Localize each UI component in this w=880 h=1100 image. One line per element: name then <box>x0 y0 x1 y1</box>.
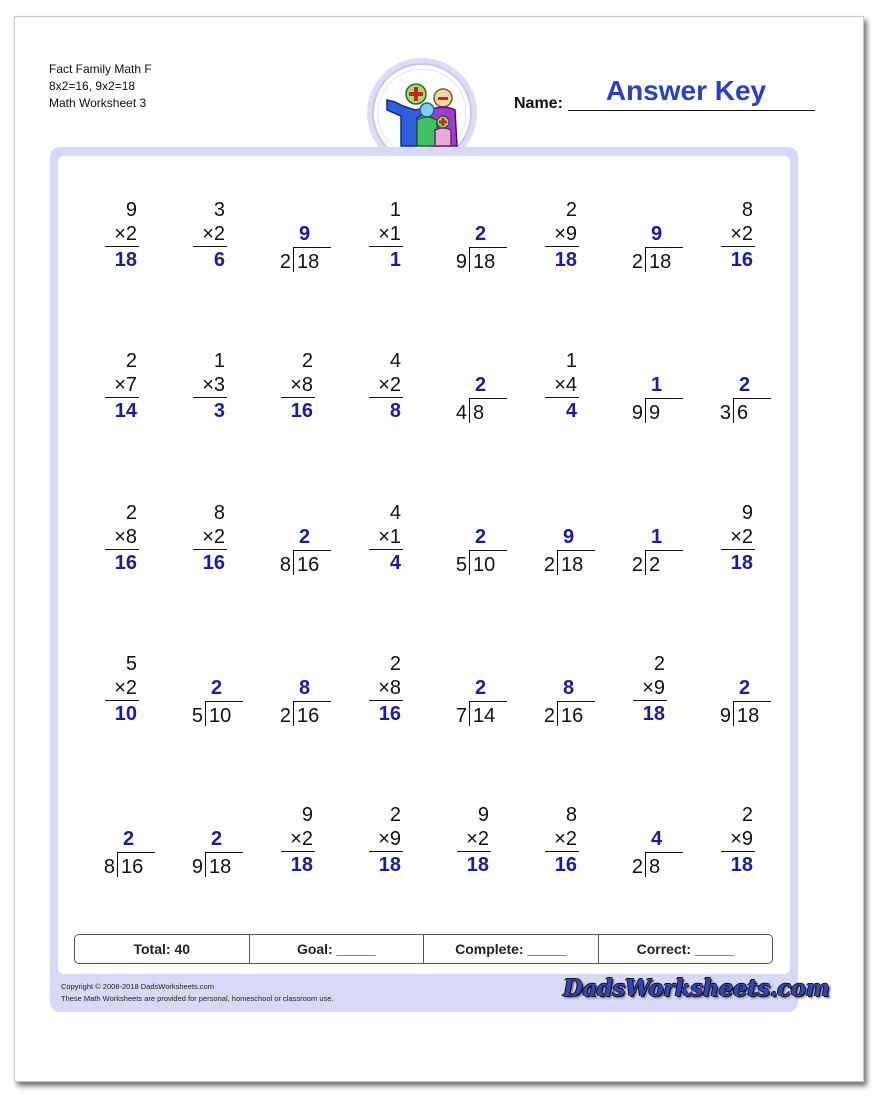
dividend: 16 <box>121 856 144 878</box>
answer-value: 18 <box>114 249 137 271</box>
answer-value: 18 <box>554 249 577 271</box>
answer-value: 16 <box>730 249 753 271</box>
divisor: 2 <box>279 251 291 273</box>
complete-cell: Complete: _____ <box>424 935 599 963</box>
answer-value: 2 <box>475 526 487 548</box>
answer-value: 9 <box>563 526 575 548</box>
divisor: 2 <box>631 554 643 576</box>
answer-value: 16 <box>202 552 225 574</box>
division-bar-top <box>469 247 507 248</box>
score-box <box>74 934 773 964</box>
factor-bottom: ×1 <box>378 526 401 548</box>
answer-value: 18 <box>642 703 665 725</box>
factor-top: 2 <box>125 350 137 372</box>
multiplication-problem <box>523 198 611 298</box>
divisor: 2 <box>279 705 291 727</box>
product-rule <box>105 700 139 701</box>
product-rule <box>369 700 403 701</box>
divisor: 7 <box>455 705 467 727</box>
divisor: 9 <box>719 705 731 727</box>
brand-logo: DadsWorksheets.com <box>563 975 830 1002</box>
answer-value: 8 <box>563 677 575 699</box>
divisor: 9 <box>191 856 203 878</box>
division-problem <box>435 198 523 298</box>
division-bar-side <box>293 702 294 726</box>
dividend: 18 <box>649 251 672 273</box>
division-bar-top <box>645 398 683 399</box>
dividend: 18 <box>737 705 760 727</box>
answer-value: 18 <box>378 854 401 876</box>
multiplication-problem <box>83 198 171 298</box>
division-bar-side <box>469 248 470 272</box>
problems-area <box>58 156 790 974</box>
factor-top: 1 <box>389 199 401 221</box>
answer-value: 4 <box>651 828 663 850</box>
answer-value: 18 <box>730 552 753 574</box>
answer-value: 2 <box>211 828 223 850</box>
answer-value: 16 <box>378 703 401 725</box>
factor-bottom: ×2 <box>290 828 313 850</box>
divisor: 8 <box>103 856 115 878</box>
division-problem <box>259 501 347 601</box>
multiplication-problem <box>435 803 523 903</box>
division-bar-top <box>645 852 683 853</box>
division-bar-top <box>645 247 683 248</box>
factor-bottom: ×3 <box>202 374 225 396</box>
division-bar-side <box>557 551 558 575</box>
factor-top: 8 <box>741 199 753 221</box>
product-rule <box>105 246 139 247</box>
product-rule <box>193 397 227 398</box>
division-problem <box>699 652 787 752</box>
product-rule <box>545 851 579 852</box>
factor-top: 3 <box>213 199 225 221</box>
division-problem <box>523 501 611 601</box>
factor-bottom: ×2 <box>730 526 753 548</box>
multiplication-problem <box>83 349 171 449</box>
dividend: 8 <box>649 856 661 878</box>
answer-value: 18 <box>730 854 753 876</box>
division-bar-top <box>205 852 243 853</box>
factor-bottom: ×9 <box>378 828 401 850</box>
answer-value: 1 <box>389 249 401 271</box>
product-rule <box>369 851 403 852</box>
multiplication-problem <box>523 349 611 449</box>
dividend: 10 <box>209 705 232 727</box>
goal-cell: Goal: _____ <box>250 935 425 963</box>
dividend: 18 <box>209 856 232 878</box>
division-bar-side <box>293 551 294 575</box>
answer-value: 4 <box>389 552 401 574</box>
dividend: 18 <box>561 554 584 576</box>
division-bar-top <box>469 398 507 399</box>
answer-value: 9 <box>299 223 311 245</box>
answer-value: 8 <box>389 400 401 422</box>
factor-bottom: ×9 <box>554 223 577 245</box>
factor-top: 2 <box>389 653 401 675</box>
multiplication-problem <box>347 803 435 903</box>
dividend: 6 <box>737 402 749 424</box>
worksheet-header <box>49 61 152 112</box>
product-rule <box>721 246 755 247</box>
dividend: 16 <box>561 705 584 727</box>
product-rule <box>457 851 491 852</box>
factor-bottom: ×8 <box>378 677 401 699</box>
division-problem <box>611 803 699 903</box>
division-bar-top <box>557 550 595 551</box>
multiplication-problem <box>83 652 171 752</box>
answer-key-title: Answer Key <box>605 75 767 106</box>
answer-value: 2 <box>475 223 487 245</box>
division-bar-top <box>293 247 331 248</box>
product-rule <box>545 246 579 247</box>
multiplication-problem <box>611 652 699 752</box>
factor-bottom: ×2 <box>466 828 489 850</box>
division-bar-side <box>733 399 734 423</box>
divisor: 2 <box>631 251 643 273</box>
divisor: 9 <box>631 402 643 424</box>
multiplication-problem <box>171 198 259 298</box>
answer-value: 4 <box>565 400 577 422</box>
product-rule <box>369 246 403 247</box>
multiplication-problem <box>347 652 435 752</box>
division-bar-side <box>645 551 646 575</box>
divisor: 8 <box>279 554 291 576</box>
answer-value: 9 <box>651 223 663 245</box>
division-bar-top <box>293 550 331 551</box>
answer-value: 1 <box>651 374 663 396</box>
dividend: 14 <box>473 705 496 727</box>
division-problem <box>435 349 523 449</box>
dividend: 8 <box>473 402 485 424</box>
factor-bottom: ×2 <box>554 828 577 850</box>
factor-bottom: ×2 <box>202 526 225 548</box>
division-problem <box>171 803 259 903</box>
answer-value: 1 <box>651 526 663 548</box>
product-rule <box>193 549 227 550</box>
answer-value: 16 <box>290 400 313 422</box>
factor-bottom: ×9 <box>730 828 753 850</box>
division-bar-side <box>205 853 206 877</box>
division-problem <box>611 349 699 449</box>
footer-text <box>61 981 334 1005</box>
divisor: 2 <box>543 554 555 576</box>
answer-value: 2 <box>739 677 751 699</box>
factor-bottom: ×2 <box>202 223 225 245</box>
division-problem <box>611 198 699 298</box>
factor-bottom: ×2 <box>730 223 753 245</box>
answer-value: 10 <box>114 703 137 725</box>
multiplication-problem <box>347 349 435 449</box>
division-bar-top <box>117 852 155 853</box>
factor-top: 2 <box>301 350 313 372</box>
division-bar-side <box>733 702 734 726</box>
factor-bottom: ×2 <box>114 677 137 699</box>
dividend: 16 <box>297 705 320 727</box>
multiplication-problem <box>83 501 171 601</box>
division-problem <box>523 652 611 752</box>
factor-bottom: ×2 <box>378 374 401 396</box>
worksheet-facts: 8x2=16, 9x2=18 <box>49 79 136 93</box>
factor-bottom: ×8 <box>290 374 313 396</box>
product-rule <box>105 397 139 398</box>
factor-bottom: ×2 <box>114 223 137 245</box>
division-bar-top <box>733 398 771 399</box>
multiplication-problem <box>171 349 259 449</box>
division-bar-top <box>293 701 331 702</box>
division-bar-side <box>469 399 470 423</box>
answer-value: 16 <box>114 552 137 574</box>
factor-bottom: ×7 <box>114 374 137 396</box>
answer-value: 3 <box>213 400 225 422</box>
factor-top: 4 <box>389 502 401 524</box>
multiplication-problem <box>523 803 611 903</box>
product-rule <box>545 397 579 398</box>
factor-top: 9 <box>301 804 313 826</box>
divisor: 9 <box>455 251 467 273</box>
worksheet-number: Math Worksheet 3 <box>49 96 147 110</box>
answer-value: 2 <box>299 526 311 548</box>
answer-value: 8 <box>299 677 311 699</box>
division-bar-side <box>117 853 118 877</box>
dividend: 18 <box>297 251 320 273</box>
division-bar-side <box>469 702 470 726</box>
division-problem <box>611 501 699 601</box>
product-rule <box>633 700 667 701</box>
answer-value: 18 <box>290 854 313 876</box>
divisor: 4 <box>455 402 467 424</box>
division-bar-top <box>557 701 595 702</box>
factor-top: 4 <box>389 350 401 372</box>
total-cell: Total: 40 <box>75 935 250 963</box>
dividend: 18 <box>473 251 496 273</box>
divisor: 2 <box>543 705 555 727</box>
factor-bottom: ×9 <box>642 677 665 699</box>
product-rule <box>281 397 315 398</box>
product-rule <box>369 549 403 550</box>
answer-value: 16 <box>554 854 577 876</box>
factor-top: 2 <box>653 653 665 675</box>
name-line <box>568 110 815 111</box>
multiplication-problem <box>699 803 787 903</box>
product-rule <box>193 246 227 247</box>
factor-top: 2 <box>389 804 401 826</box>
copyright-text: Copyright © 2008-2018 DadsWorksheets.com <box>61 982 214 991</box>
name-label: Name: <box>514 95 563 112</box>
division-problem <box>435 652 523 752</box>
division-bar-top <box>469 550 507 551</box>
division-bar-side <box>205 702 206 726</box>
product-rule <box>105 549 139 550</box>
divisor: 5 <box>455 554 467 576</box>
factor-top: 1 <box>213 350 225 372</box>
usage-notice: These Math Worksheets are provided for personal, homeschool or classroom use. <box>61 994 334 1003</box>
answer-value: 2 <box>739 374 751 396</box>
answer-value: 2 <box>475 374 487 396</box>
multiplication-problem <box>347 501 435 601</box>
dividend: 10 <box>473 554 496 576</box>
division-bar-side <box>293 248 294 272</box>
multiplication-problem <box>259 349 347 449</box>
divisor: 3 <box>719 402 731 424</box>
division-bar-top <box>205 701 243 702</box>
factor-top: 9 <box>125 199 137 221</box>
factor-bottom: ×1 <box>378 223 401 245</box>
division-problem <box>259 652 347 752</box>
divisor: 5 <box>191 705 203 727</box>
divisor: 2 <box>631 856 643 878</box>
division-bar-side <box>645 853 646 877</box>
factor-bottom: ×4 <box>554 374 577 396</box>
answer-value: 2 <box>475 677 487 699</box>
dividend: 2 <box>649 554 661 576</box>
multiplication-problem <box>699 198 787 298</box>
product-rule <box>721 851 755 852</box>
division-problem <box>435 501 523 601</box>
answer-value: 2 <box>211 677 223 699</box>
factor-top: 8 <box>565 804 577 826</box>
product-rule <box>369 397 403 398</box>
worksheet-title: Fact Family Math F <box>49 62 152 76</box>
factor-top: 5 <box>125 653 137 675</box>
multiplication-problem <box>347 198 435 298</box>
division-bar-side <box>645 399 646 423</box>
division-bar-top <box>469 701 507 702</box>
dividend: 16 <box>297 554 320 576</box>
product-rule <box>721 549 755 550</box>
product-rule <box>281 851 315 852</box>
factor-top: 9 <box>477 804 489 826</box>
factor-top: 8 <box>213 502 225 524</box>
dividend: 9 <box>649 402 661 424</box>
answer-value: 6 <box>213 249 225 271</box>
factor-top: 2 <box>125 502 137 524</box>
division-bar-side <box>469 551 470 575</box>
division-problem <box>699 349 787 449</box>
answer-value: 18 <box>466 854 489 876</box>
multiplication-problem <box>171 501 259 601</box>
division-bar-side <box>645 248 646 272</box>
multiplication-problem <box>259 803 347 903</box>
answer-value: 2 <box>123 828 135 850</box>
division-bar-top <box>645 550 683 551</box>
multiplication-problem <box>699 501 787 601</box>
factor-bottom: ×8 <box>114 526 137 548</box>
division-problem <box>259 198 347 298</box>
factor-top: 9 <box>741 502 753 524</box>
factor-top: 2 <box>741 804 753 826</box>
division-problem <box>171 652 259 752</box>
division-bar-side <box>557 702 558 726</box>
factor-top: 1 <box>565 350 577 372</box>
division-problem <box>83 803 171 903</box>
correct-cell: Correct: _____ <box>636 941 734 957</box>
answer-value: 14 <box>114 400 137 422</box>
factor-top: 2 <box>565 199 577 221</box>
division-bar-top <box>733 701 771 702</box>
